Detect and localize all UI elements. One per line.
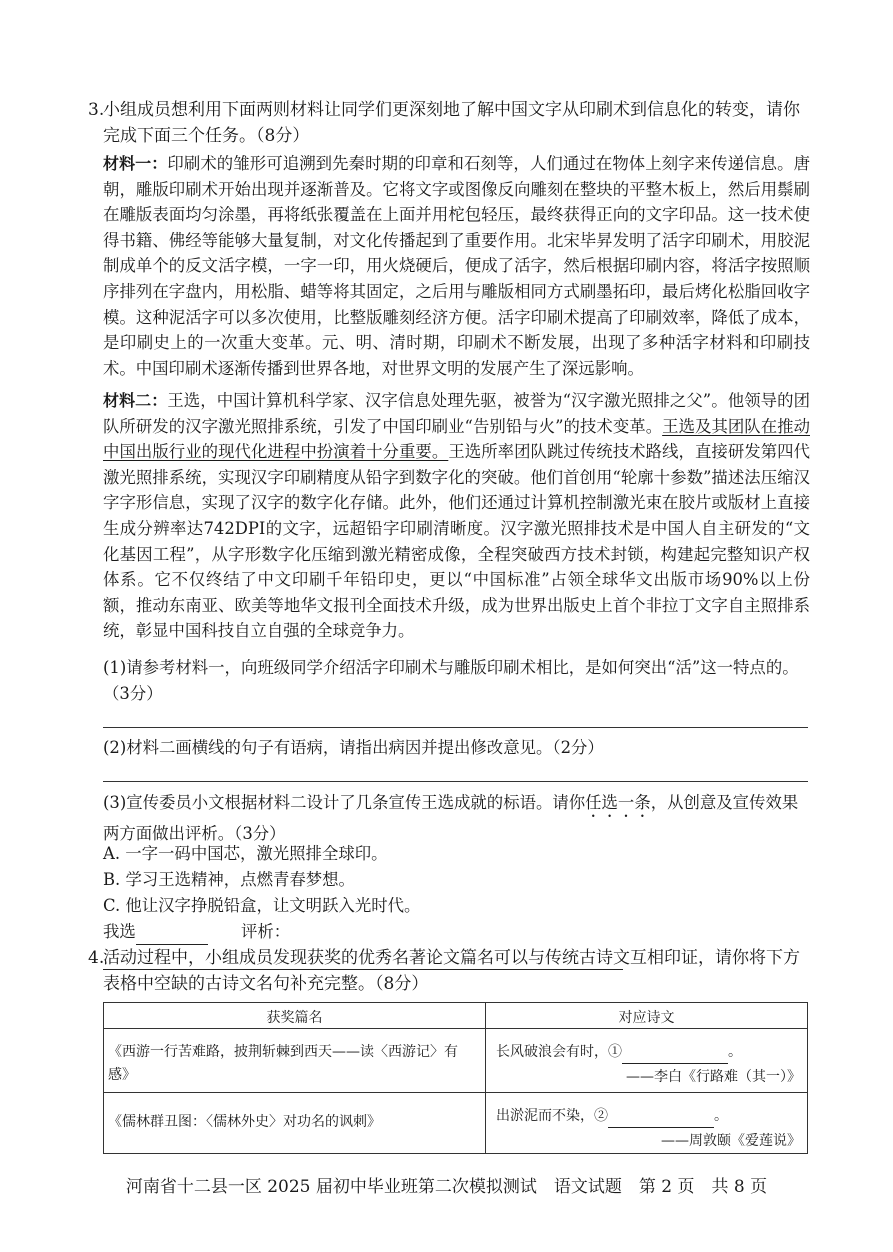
- essay-title: 《西游一行苦难路，披荆斩棘到西天——读〈西游记〉有感》: [104, 1029, 486, 1093]
- question-4-prompt: [88, 946, 810, 997]
- underlined-sentence: 王选及其团队在推动中国出版行业的现代化进程中扮演着十分重要。: [103, 416, 810, 462]
- material-text: 印刷术的雏形可追溯到先秦时期的印章和石刻等，人们通过在物体上刻字来传递信息。唐朝，雕版印刷术开始出现并逐渐普及。它将文字或图像反向雕刻在整块的平整木板上，然后用鬃刷在雕版表面均匀涂墨，再将纸张覆盖在上面并用柁包轻压，最终获得正向的文字印品。这一技术使得书籍、佛经等能够大量复制，对文化传播起到了重要作用。北宋毕昇发明了活字印刷术，用胶泥制成单个的反文活字模，一字一印，用火烧硬后，便成了活字，然后根据印刷内容，将活字按照顺序排列在字盘内，用松脂、蜡等将其固定，之后用与雕版相同方式刷墨拓印，最后烤化松脂回收字模。这种泥活字可以多次使用，比整版雕刻经济方便。活字印刷术提高了印刷效率，降低了成本，是印刷史上的一次重大变革。元、明、清时期，印刷术不断发展，出现了多种活字材料和印刷技术。中国印刷术逐渐传播到世界各地，对世界文明的发展产生了深远影响。: [103, 154, 810, 378]
- sub-question-text: (3)宣传委员小文根据材料二设计了几条宣传王选成就的标语。请你: [103, 793, 586, 812]
- sub-question-3: [103, 790, 810, 847]
- emphasized-text: 任选一条: [585, 793, 651, 812]
- answer-line[interactable]: [103, 727, 808, 728]
- material-label: 材料二：: [103, 391, 168, 410]
- poem-cell: [486, 1029, 808, 1093]
- poem-line: 长风破浪会有时，①: [496, 1044, 622, 1060]
- poem-source: ——周敦颐《爱莲说》: [661, 1133, 801, 1149]
- question-text: 活动过程中，小组成员发现获奖的优秀名著论文篇名可以与传统古诗文互相印证，请你将下方表格中空缺的古诗文名句补充完整。（8分）: [103, 948, 800, 994]
- table-row: [104, 1029, 808, 1093]
- option-b: B. 学习王选精神，点燃青春梦想。: [103, 870, 355, 889]
- material-label: 材料一：: [103, 154, 168, 173]
- poem-table: [103, 1002, 808, 1154]
- question-3-prompt: [88, 98, 810, 149]
- material-text: 王选所率团队跳过传统技术路线，直接研发第四代激光照排系统，实现汉字印刷精度从铅字到数字化的突破。他们首创用“轮廓十参数”描述法压缩汉字字形信息，实现了汉字的数字化存储。此外，他们还通过计算机控制激光束在胶片或版材上直接生成分辨率达742DPI的文字，远超铅字印刷清晰度。汉字激光照排技术是中国人自主研发的“文化基因工程”，从字形数字化压缩到激光精密成像，全程突破西方技术封锁，构建起完整知识产权体系。它不仅终结了中文印刷千年铅印史，更以“中国标准”占领全球华文出版市场90%以上份额，推动东南亚、欧美等地华文报刊全面技术升级，成为世界出版史上首个非拉丁文字自主照排系统，彰显中国科技自立自强的全球竞争力。: [103, 442, 811, 641]
- answer-line[interactable]: [103, 781, 808, 782]
- question-text: 小组成员想利用下面两则材料让同学们更深刻地了解中国文字从印刷术到信息化的转变，请你完成下面三个任务。（8分）: [103, 100, 800, 146]
- table-row: [104, 1093, 808, 1154]
- question-number: 4.: [88, 948, 105, 968]
- page-footer: 河南省十二县一区 2025 届初中毕业班第二次模拟测试 语文试题 第 2 页 共 8 页: [125, 1177, 768, 1197]
- sub-question-text: ，从创意及宣传效果两方面做出评析。（3分）: [103, 793, 799, 843]
- poem-end: 。: [714, 1108, 728, 1124]
- material-2: [103, 388, 810, 644]
- material-1: [103, 151, 810, 381]
- choice-blank[interactable]: [136, 926, 208, 945]
- material-text: 王选，中国计算机科学家、汉字信息处理先驱，被誉为“汉字激光照排之父”。他领导的团队所研发的汉字激光照排系统，引发了中国印刷业“告别铅与火”的技术变革。: [103, 391, 810, 436]
- poem-source: ——李白《行路难（其一）》: [626, 1069, 801, 1085]
- question-number: 3.: [88, 100, 105, 120]
- poem-line: 出淤泥而不染，②: [496, 1108, 608, 1124]
- poem-cell: [486, 1093, 808, 1154]
- option-c: C. 他让汉字挣脱铅盒，让文明跃入光时代。: [103, 896, 421, 915]
- comment-label: 评析：: [241, 922, 291, 941]
- fill-blank[interactable]: [622, 1045, 728, 1064]
- essay-title: 《儒林群丑图：〈儒林外史〉对功名的讽刺》: [104, 1093, 486, 1154]
- sub-question-1: (1)请参考材料一，向班级同学介绍活字印刷术与雕版印刷术相比，是如何突出“活”这一特点的。（3分）: [103, 658, 799, 703]
- poem-end: 。: [728, 1044, 742, 1060]
- option-a: A. 一字一码中国芯，激光照排全球印。: [103, 844, 388, 863]
- sub-question-2: (2)材料二画横线的句子有语病，请指出病因并提出修改意见。（2分）: [103, 738, 604, 757]
- fill-blank[interactable]: [608, 1109, 714, 1128]
- table-header: 对应诗文: [486, 1003, 808, 1029]
- table-header: 获奖篇名: [104, 1003, 486, 1029]
- choose-label: 我选: [103, 922, 136, 941]
